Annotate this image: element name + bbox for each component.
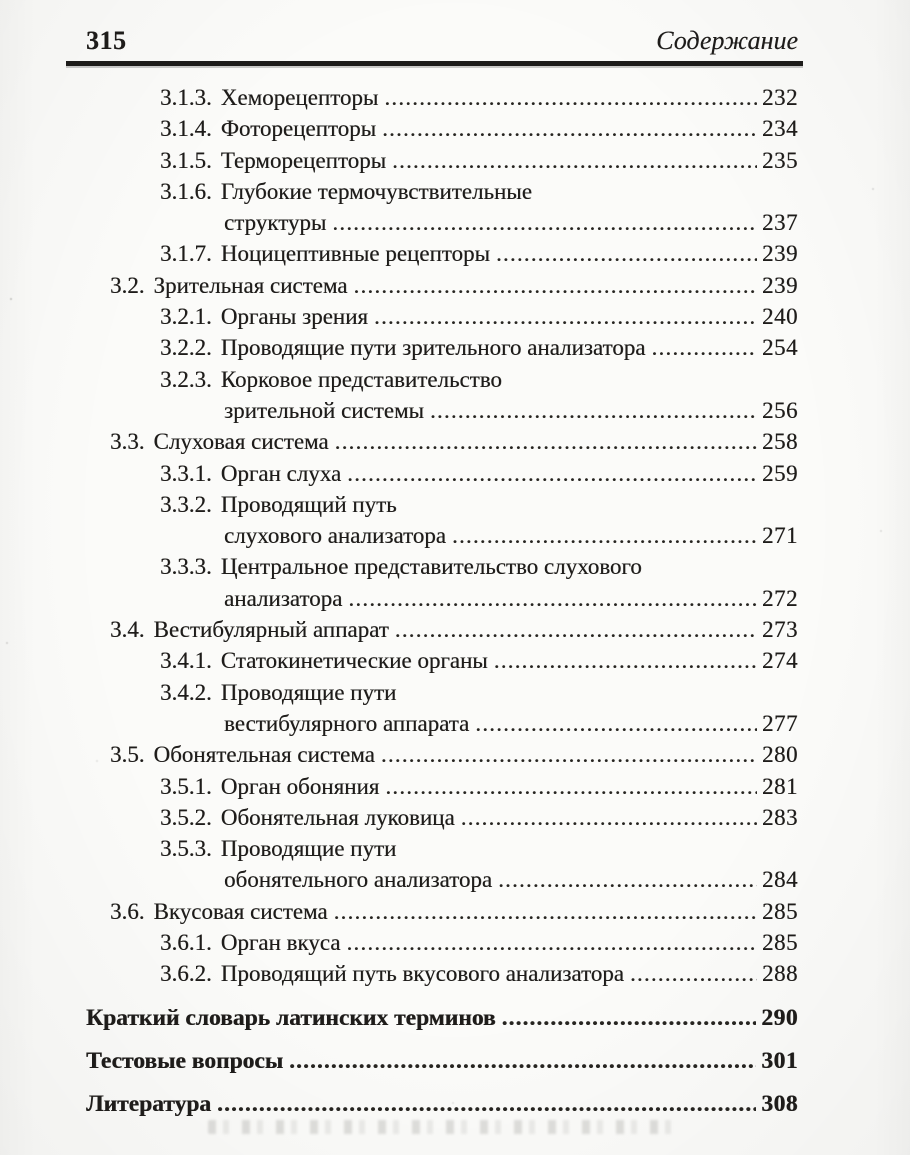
toc-entry-title: Вкусовая система <box>153 898 328 924</box>
toc-entry-title: Орган обоняния <box>220 773 380 799</box>
toc-entry-title: Корковое представительство <box>220 366 502 392</box>
dot-leader <box>475 708 757 739</box>
toc-entry-number: 3.4.2. <box>160 679 212 705</box>
toc-entry-number: 3.3. <box>110 429 145 455</box>
toc-entry <box>86 1045 798 1076</box>
dot-leader <box>502 1002 757 1034</box>
toc-entry-number: 3.2.2. <box>160 335 212 361</box>
toc-entry-number: 3.1.3. <box>160 85 212 110</box>
toc-entry-number: 3.1.4. <box>160 116 212 142</box>
toc-entry <box>86 207 798 238</box>
toc-entry <box>86 864 798 895</box>
toc-entry-number: 3.5.1. <box>160 773 212 799</box>
toc-entry <box>86 802 798 833</box>
dot-leader <box>335 426 757 457</box>
toc-entry-page: 237 <box>762 210 798 236</box>
toc-entry-number: 3.3.3. <box>160 554 212 580</box>
toc-entry-number: 3.6.2. <box>160 961 212 987</box>
dot-leader <box>348 583 757 614</box>
toc-entry-page: 272 <box>762 585 798 611</box>
toc-entry-number: 3.3.2. <box>160 491 212 517</box>
toc-entry-title: Проводящие пути зрительного анализатора <box>220 335 646 361</box>
dot-leader <box>289 1045 756 1077</box>
dot-leader <box>498 864 757 895</box>
dot-leader <box>217 1088 756 1120</box>
toc-entry <box>86 176 798 207</box>
toc-entry-number: 3.2.1. <box>160 304 212 330</box>
toc-entry <box>86 708 798 739</box>
toc-entry-page: 273 <box>762 617 798 643</box>
toc-entry <box>86 927 798 958</box>
toc-entry-title: Литература <box>86 1091 212 1118</box>
dot-leader <box>382 113 757 144</box>
toc-entry <box>86 489 798 520</box>
toc-entry-title: Обонятельная луковица <box>220 804 455 830</box>
dot-leader <box>384 82 757 113</box>
toc-entry-title: Статокинетические органы <box>220 648 488 674</box>
running-header-title: Содержание <box>656 26 798 55</box>
toc-entry-page: 285 <box>762 898 798 924</box>
toc-entry-number: 3.4.1. <box>160 648 212 674</box>
toc-entry-page: 277 <box>762 710 798 736</box>
dot-leader <box>334 896 757 927</box>
toc-entry-page: 239 <box>762 272 798 298</box>
dot-leader <box>385 771 757 802</box>
page-number: 315 <box>86 26 127 55</box>
toc-entry-title: слухового анализатора <box>224 523 446 549</box>
toc-entry <box>86 896 798 927</box>
toc-entry-page: 232 <box>762 85 798 110</box>
toc-entry <box>86 583 798 614</box>
toc-entry-title: Зрительная система <box>153 272 348 298</box>
toc-entry-page: 274 <box>762 648 798 674</box>
toc-entry <box>86 395 798 426</box>
toc-entry <box>86 645 798 676</box>
toc-entry <box>86 677 798 708</box>
toc-entry-title: Вестибулярный аппарат <box>153 617 389 643</box>
toc-entry-number: 3.2.3. <box>160 366 212 392</box>
dot-leader <box>452 520 757 551</box>
dot-leader <box>630 958 757 989</box>
toc-entry <box>86 270 798 301</box>
dot-leader <box>347 458 757 489</box>
toc-entry-title: Проводящие пути <box>220 679 397 705</box>
toc-entry-number: 3.6. <box>110 898 145 924</box>
toc-entry-number: 3.1.5. <box>160 147 212 173</box>
dot-leader <box>332 207 757 238</box>
dot-leader <box>395 614 757 645</box>
toc-entry <box>86 551 798 582</box>
toc-entry-number: 3.6.1. <box>160 930 212 956</box>
header-rule <box>66 61 803 66</box>
table-of-contents <box>86 82 798 1120</box>
toc-entry-title: Центральное представительство слухового <box>220 554 642 580</box>
toc-entry-title: Слуховая система <box>153 429 329 455</box>
toc-entry <box>86 739 798 770</box>
toc-entry <box>86 238 798 269</box>
toc-entry-title: Проводящий путь <box>220 491 397 517</box>
dot-leader <box>374 301 757 332</box>
toc-entry-title: Тестовые вопросы <box>86 1047 284 1074</box>
toc-entry-title: зрительной системы <box>224 397 424 423</box>
toc-entry-page: 288 <box>762 961 798 987</box>
toc-entry-number: 3.2. <box>110 272 145 298</box>
toc-entry-title: Органы зрения <box>220 304 369 330</box>
toc-entry-page: 258 <box>762 429 798 455</box>
toc-entry-page: 301 <box>761 1047 798 1074</box>
bleed-through-text <box>208 1120 676 1134</box>
toc-entry-page: 284 <box>762 867 798 893</box>
toc-entry-page: 283 <box>762 804 798 830</box>
dot-leader <box>494 645 757 676</box>
toc-entry <box>86 113 798 144</box>
toc-entry-page: 256 <box>762 397 798 423</box>
toc-entry-number: 3.1.6. <box>160 178 212 204</box>
toc-entry <box>86 1002 798 1033</box>
toc-entry <box>86 458 798 489</box>
toc-entry-page: 308 <box>761 1091 798 1118</box>
toc-entry-title: Орган вкуса <box>220 930 341 956</box>
dot-leader <box>430 395 757 426</box>
toc-entry-title: Хеморецепторы <box>220 85 379 110</box>
toc-entry-page: 281 <box>762 773 798 799</box>
toc-entry-title: Проводящий путь вкусового анализатора <box>220 961 624 987</box>
toc-entry <box>86 364 798 395</box>
toc-entry-title: вестибулярного аппарата <box>224 710 470 736</box>
toc-entry-number: 3.5.2. <box>160 804 212 830</box>
page-header <box>86 26 798 56</box>
toc-entry-page: 280 <box>762 742 798 768</box>
toc-entry-page: 259 <box>762 460 798 486</box>
toc-entry-number: 3.3.1. <box>160 460 212 486</box>
dot-leader <box>392 145 757 176</box>
toc-entry-number: 3.5.3. <box>160 836 212 862</box>
toc-entry-page: 239 <box>762 241 798 267</box>
toc-entry <box>86 332 798 363</box>
toc-entry-title: анализатора <box>224 585 343 611</box>
toc-entry-page: 235 <box>762 147 798 173</box>
toc-entry-page: 234 <box>762 116 798 142</box>
dot-leader <box>461 802 757 833</box>
toc-entry-title: структуры <box>224 210 327 236</box>
dot-leader <box>496 238 757 269</box>
dot-leader <box>354 270 758 301</box>
toc-entry-number: 3.1.7. <box>160 241 212 267</box>
toc-entry <box>86 833 798 864</box>
toc-entry <box>86 82 798 113</box>
toc-entry <box>86 145 798 176</box>
toc-entry <box>86 520 798 551</box>
toc-entry-number: 3.4. <box>110 617 145 643</box>
scan-noise <box>0 0 2 2</box>
toc-entry-number: 3.5. <box>110 742 145 768</box>
toc-entry-title: Глубокие термочувствительные <box>220 178 532 204</box>
toc-entry-title: Фоторецепторы <box>220 116 377 142</box>
toc-entry <box>86 771 798 802</box>
toc-entry <box>86 426 798 457</box>
toc-entry <box>86 301 798 332</box>
toc-entry-title: Ноцицептивные рецепторы <box>220 241 490 267</box>
toc-entry-page: 254 <box>762 335 798 361</box>
dot-leader <box>652 332 758 363</box>
toc-entry-title: Краткий словарь латинских терминов <box>86 1004 496 1031</box>
toc-entry-title: обонятельного анализатора <box>224 867 493 893</box>
toc-entry <box>86 1088 798 1119</box>
toc-entry-title: Орган слуха <box>220 460 342 486</box>
dot-leader <box>381 739 757 770</box>
dot-leader <box>346 927 757 958</box>
toc-entry-title: Проводящие пути <box>220 836 397 862</box>
toc-entry-page: 240 <box>762 304 798 330</box>
toc-entry <box>86 614 798 645</box>
toc-entry-title: Терморецепторы <box>220 147 387 173</box>
toc-entry <box>86 958 798 989</box>
toc-entry-page: 290 <box>761 1004 798 1031</box>
toc-entry-page: 271 <box>762 523 798 549</box>
toc-entry-title: Обонятельная система <box>153 742 375 768</box>
toc-entry-page: 285 <box>762 930 798 956</box>
